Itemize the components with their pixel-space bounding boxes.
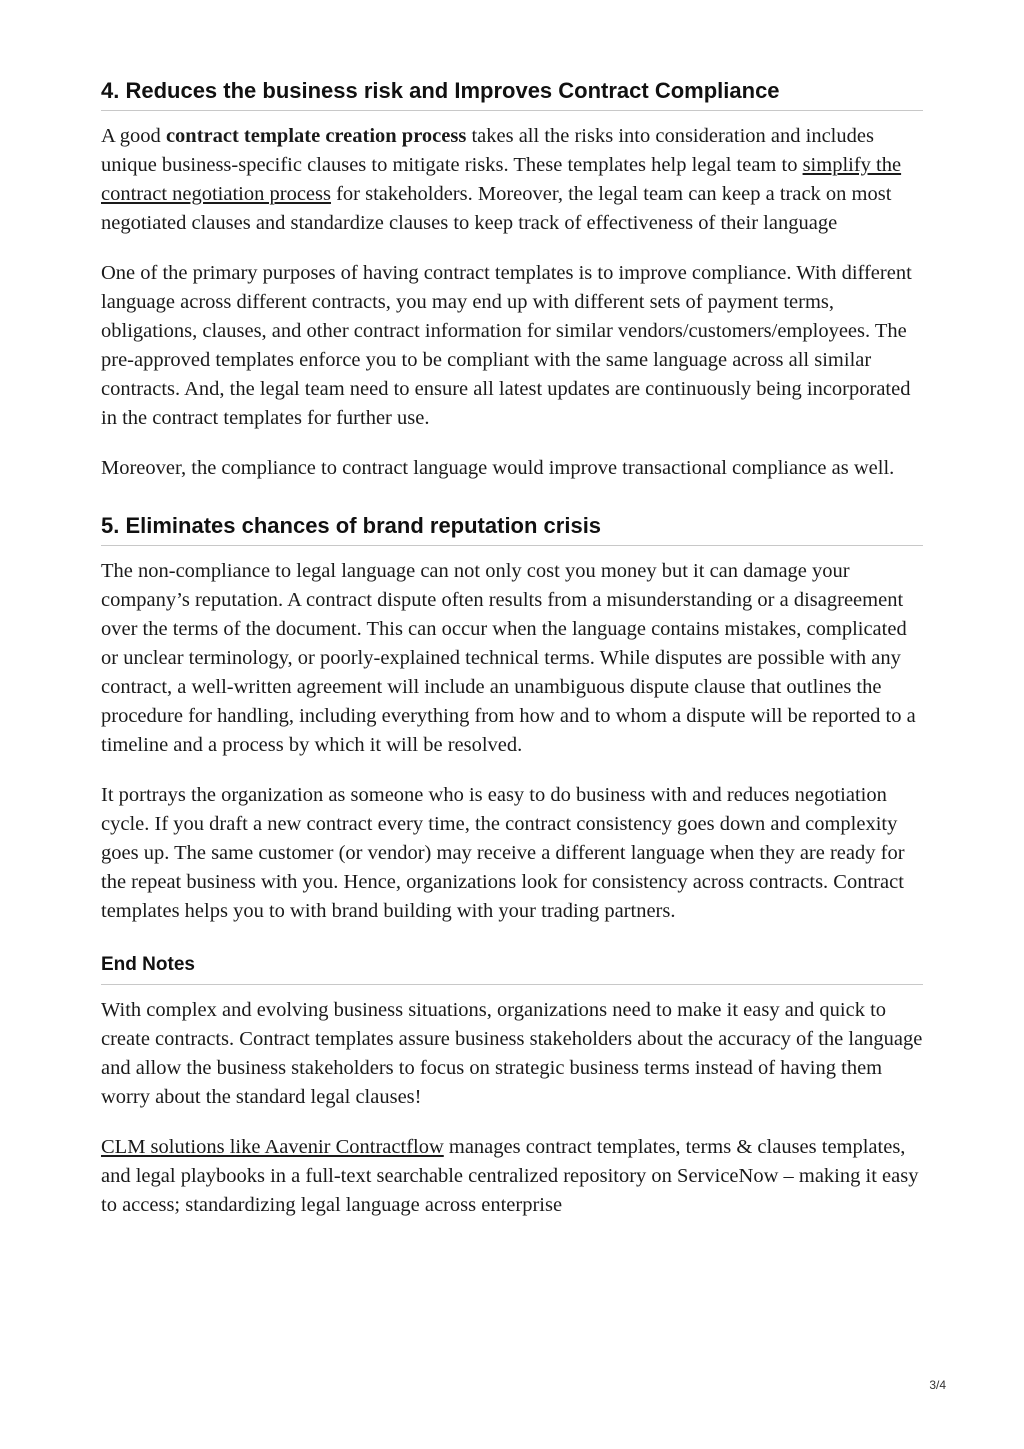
paragraph-text: for stakeholders. Moreover, the legal team can keep a track on most negotiated clauses and standardize clauses to keep track of effectiveness of their language <box>101 183 892 234</box>
section-5-heading: 5. Eliminates chances of brand reputation crisis <box>101 511 923 546</box>
clm-solutions-link[interactable]: CLM solutions like Aavenir Contractflow <box>101 1136 444 1158</box>
section-4-paragraph-1 <box>101 122 923 238</box>
negotiation-process-link[interactable]: simplify the contract negotiation process <box>101 154 902 205</box>
section-4-paragraph-2: One of the primary purposes of having contract templates is to improve compliance. With different language across different contracts, you may end up with different sets of payment terms, obligations, clauses, and other contract information for similar vendors/customers/employees. The pre-approved templates enforce you to be compliant with the same language across all similar contracts. And, the legal team need to ensure all latest updates are continuously being incorporated in the contract templates for further use. <box>101 262 912 429</box>
section-4-paragraph-3: Moreover, the compliance to contract language would improve transactional compliance as well. <box>101 457 895 479</box>
end-notes-paragraph-2 <box>101 1133 923 1220</box>
paragraph-text: manages contract templates, terms & clauses templates, and legal playbooks in a full-text searchable centralized repository on ServiceNow – making it easy to access; standardizing legal language across enterprise <box>101 1136 919 1216</box>
section-5-paragraph-1: The non-compliance to legal language can not only cost you money but it can damage your company’s reputation. A contract dispute often results from a misunderstanding or a disagreement over the terms of the document. This can occur when the language contains mistakes, complicated or unclear terminology, or poorly-explained technical terms. While disputes are possible with any contract, a well-written agreement will include an unambiguous dispute clause that outlines the procedure for handling, including everything from how and to whom a dispute will be reported to a timeline and a process by which it will be resolved. <box>101 560 916 756</box>
end-notes-heading: End Notes <box>101 952 923 985</box>
paragraph-text: A good <box>101 125 166 147</box>
document-page <box>101 70 923 1220</box>
page-number: 3/4 <box>929 1378 946 1392</box>
end-notes-paragraph-1: With complex and evolving business situations, organizations need to make it easy and quick to create contracts. Contract templates assure business stakeholders about the accuracy of the language and allow the business stakeholders to focus on strategic business terms instead of having them worry about the standard legal clauses! <box>101 999 923 1108</box>
section-5-paragraph-2: It portrays the organization as someone who is easy to do business with and reduces negotiation cycle. If you draft a new contract every time, the contract consistency goes down and complexity goes up. The same customer (or vendor) may receive a different language when they are ready for the repeat business with you. Hence, organizations look for consistency across contracts. Contract templates helps you to with brand building with your trading partners. <box>101 784 905 922</box>
paragraph-text: takes all the risks into consideration and includes unique business-specific clauses to mitigate risks. These templates help legal team to <box>101 125 874 176</box>
section-4-heading: 4. Reduces the business risk and Improves Contract Compliance <box>101 76 923 111</box>
bold-phrase: contract template creation process <box>165 125 467 147</box>
